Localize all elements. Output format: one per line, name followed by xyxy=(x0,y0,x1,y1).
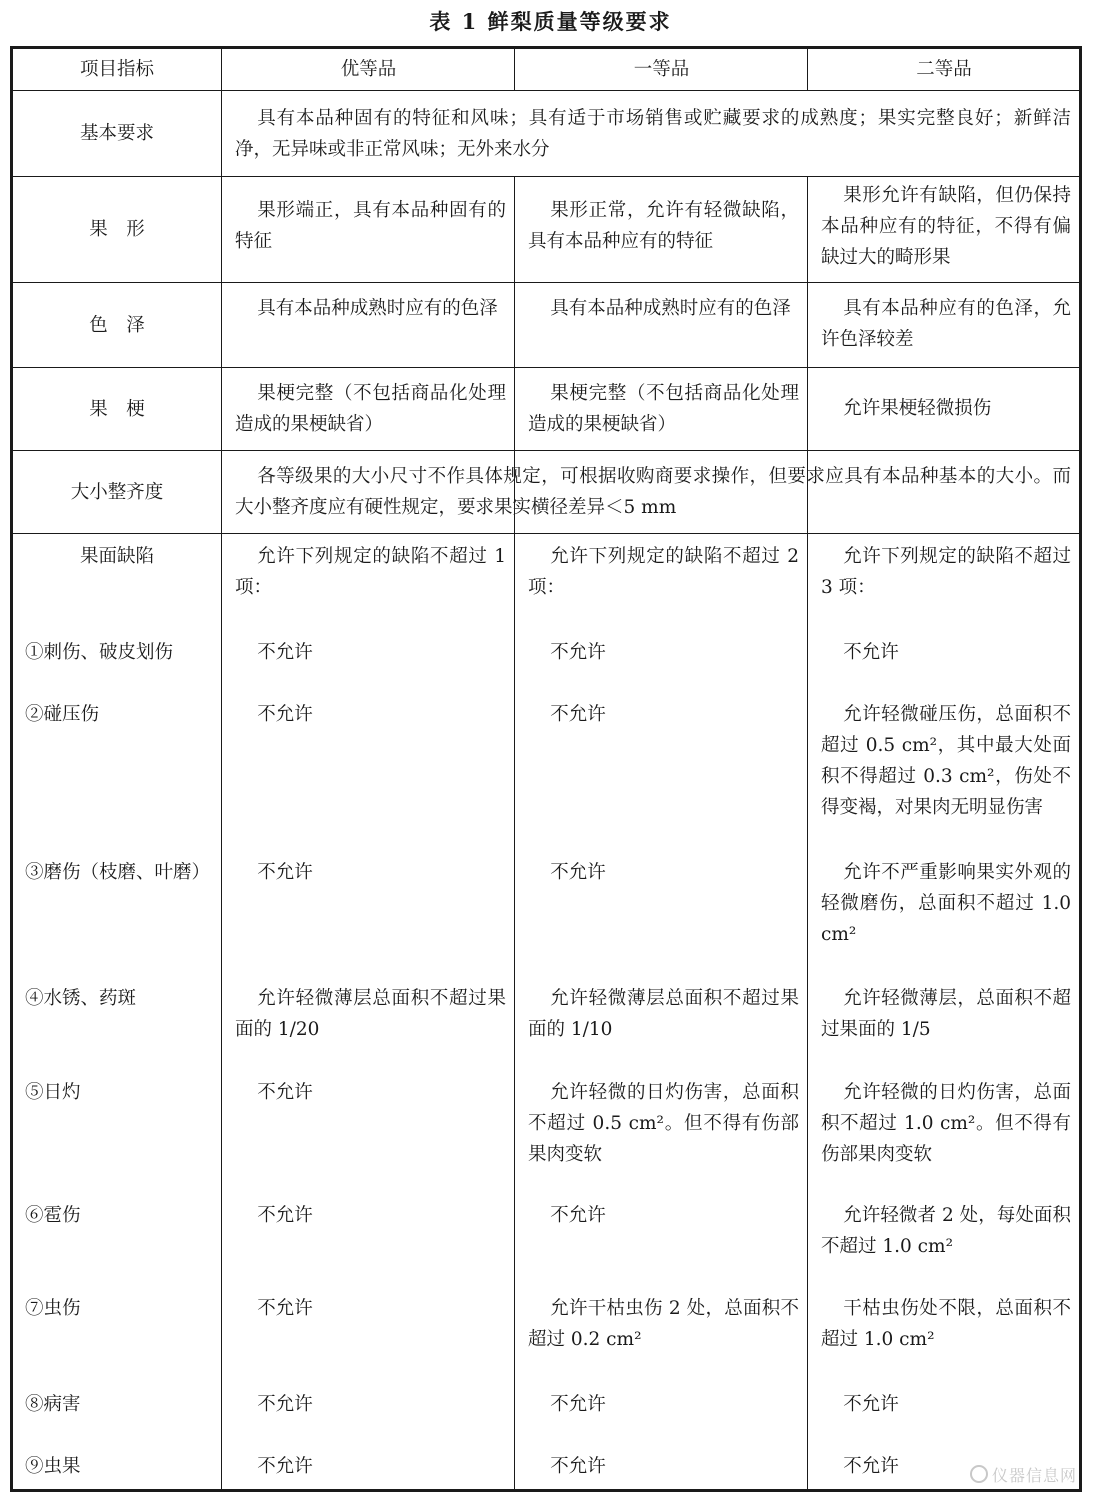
defect-second: 不允许 xyxy=(843,642,899,663)
defect-first: 不允许 xyxy=(550,1456,606,1477)
header-premium-grade: 优等品 xyxy=(340,59,397,80)
defect-second: 允许轻微薄层，总面积不超过果面的 1/5 xyxy=(821,988,1071,1040)
color-first: 具有本品种成熟时应有的色泽 xyxy=(550,298,791,319)
defect-label: ⑥雹伤 xyxy=(25,1205,81,1226)
defect-second: 干枯虫伤处不限，总面积不超过 1.0 cm² xyxy=(821,1298,1071,1350)
defect-label: ④水锈、药斑 xyxy=(25,988,137,1009)
defect-premium: 不允许 xyxy=(257,704,313,725)
watermark-text: 仪器信息网 xyxy=(991,1466,1077,1485)
defect-label: ③磨伤（枝磨、叶磨） xyxy=(25,862,211,883)
defect-premium: 允许轻微薄层总面积不超过果面的 1/20 xyxy=(235,988,506,1040)
defect-first: 不允许 xyxy=(550,1205,606,1226)
defect-second: 允许不严重影响果实外观的轻微磨伤，总面积不超过 1.0 cm² xyxy=(821,862,1071,945)
defect-first: 允许轻微的日灼伤害，总面积不超过 0.5 cm²。但不得有伤部果肉变软 xyxy=(528,1082,799,1165)
shape-label: 果 形 xyxy=(89,219,145,240)
color-second: 具有本品种应有的色泽，允许色泽较差 xyxy=(821,298,1071,350)
shape-first: 果形正常，允许有轻微缺陷，具有本品种应有的特征 xyxy=(528,200,799,252)
defect-first: 允许干枯虫伤 2 处，总面积不超过 0.2 cm² xyxy=(528,1298,799,1350)
size-label: 大小整齐度 xyxy=(70,481,164,503)
header-item-index: 项目指标 xyxy=(79,59,154,80)
defect-label: ⑤日灼 xyxy=(25,1082,81,1103)
defect-first: 不允许 xyxy=(550,1394,606,1415)
defect-premium: 不允许 xyxy=(257,1298,313,1319)
defect-label: ⑧病害 xyxy=(25,1394,81,1415)
header-first-grade: 一等品 xyxy=(633,59,690,80)
defects-premium-allowance: 允许下列规定的缺陷不超过 1 项： xyxy=(235,546,506,598)
table-title: 表 1 鲜梨质量等级要求 xyxy=(429,9,672,34)
shape-premium: 果形端正，具有本品种固有的特征 xyxy=(235,200,506,252)
defect-second: 不允许 xyxy=(843,1456,899,1477)
defect-premium: 不允许 xyxy=(257,1205,313,1226)
stem-first: 果梗完整（不包括商品化处理造成的果梗缺省） xyxy=(528,383,799,435)
color-premium: 具有本品种成熟时应有的色泽 xyxy=(257,298,498,319)
watermark-logo-icon xyxy=(970,1465,988,1483)
stem-premium: 果梗完整（不包括商品化处理造成的果梗缺省） xyxy=(235,383,506,435)
defect-label: ⑦虫伤 xyxy=(25,1298,81,1319)
stem-second: 允许果梗轻微损伤 xyxy=(843,398,992,419)
defect-second: 不允许 xyxy=(843,1394,899,1415)
defects-label: 果面缺陷 xyxy=(79,546,154,567)
size-text: 各等级果的大小尺寸不作具体规定，可根据收购商要求操作，但要求应具有本品种基本的大小。而大小整齐度应有硬性规定，要求果实横径差异＜5 mm xyxy=(235,466,1071,518)
defect-label: ①刺伤、破皮划伤 xyxy=(25,642,174,663)
defect-second: 允许轻微碰压伤，总面积不超过 0.5 cm²，其中最大处面积不得超过 0.3 cm²，伤处不得变褐，对果肉无明显伤害 xyxy=(821,704,1071,818)
defect-first: 不允许 xyxy=(550,704,606,725)
header-second-grade: 二等品 xyxy=(916,59,972,80)
defect-premium: 不允许 xyxy=(257,862,313,883)
defect-second: 允许轻微者 2 处，每处面积不超过 1.0 cm² xyxy=(821,1205,1071,1257)
defects-second-allowance: 允许下列规定的缺陷不超过 3 项： xyxy=(821,546,1071,598)
basic-label: 基本要求 xyxy=(79,123,154,144)
defect-first: 不允许 xyxy=(550,642,606,663)
defect-second: 允许轻微的日灼伤害，总面积不超过 1.0 cm²。但不得有伤部果肉变软 xyxy=(821,1082,1071,1165)
defect-label: ②碰压伤 xyxy=(25,704,100,725)
defect-first: 不允许 xyxy=(550,862,606,883)
color-label: 色 泽 xyxy=(89,314,145,336)
quality-grade-table xyxy=(10,46,1082,1492)
shape-second: 果形允许有缺陷，但仍保持本品种应有的特征，不得有偏缺过大的畸形果 xyxy=(821,185,1071,268)
defect-premium: 不允许 xyxy=(257,1082,313,1103)
watermark xyxy=(970,1463,1077,1486)
defect-premium: 不允许 xyxy=(257,642,313,663)
basic-text: 具有本品种固有的特征和风味；具有适于市场销售或贮藏要求的成熟度；果实完整良好；新鲜洁净，无异味或非正常风味；无外来水分 xyxy=(235,108,1071,160)
defect-first: 允许轻微薄层总面积不超过果面的 1/10 xyxy=(528,988,799,1040)
defect-label: ⑨虫果 xyxy=(25,1456,81,1477)
defect-premium: 不允许 xyxy=(257,1394,313,1415)
defect-premium: 不允许 xyxy=(257,1456,313,1477)
stem-label: 果 梗 xyxy=(89,398,145,420)
defects-first-allowance: 允许下列规定的缺陷不超过 2 项： xyxy=(528,546,799,598)
